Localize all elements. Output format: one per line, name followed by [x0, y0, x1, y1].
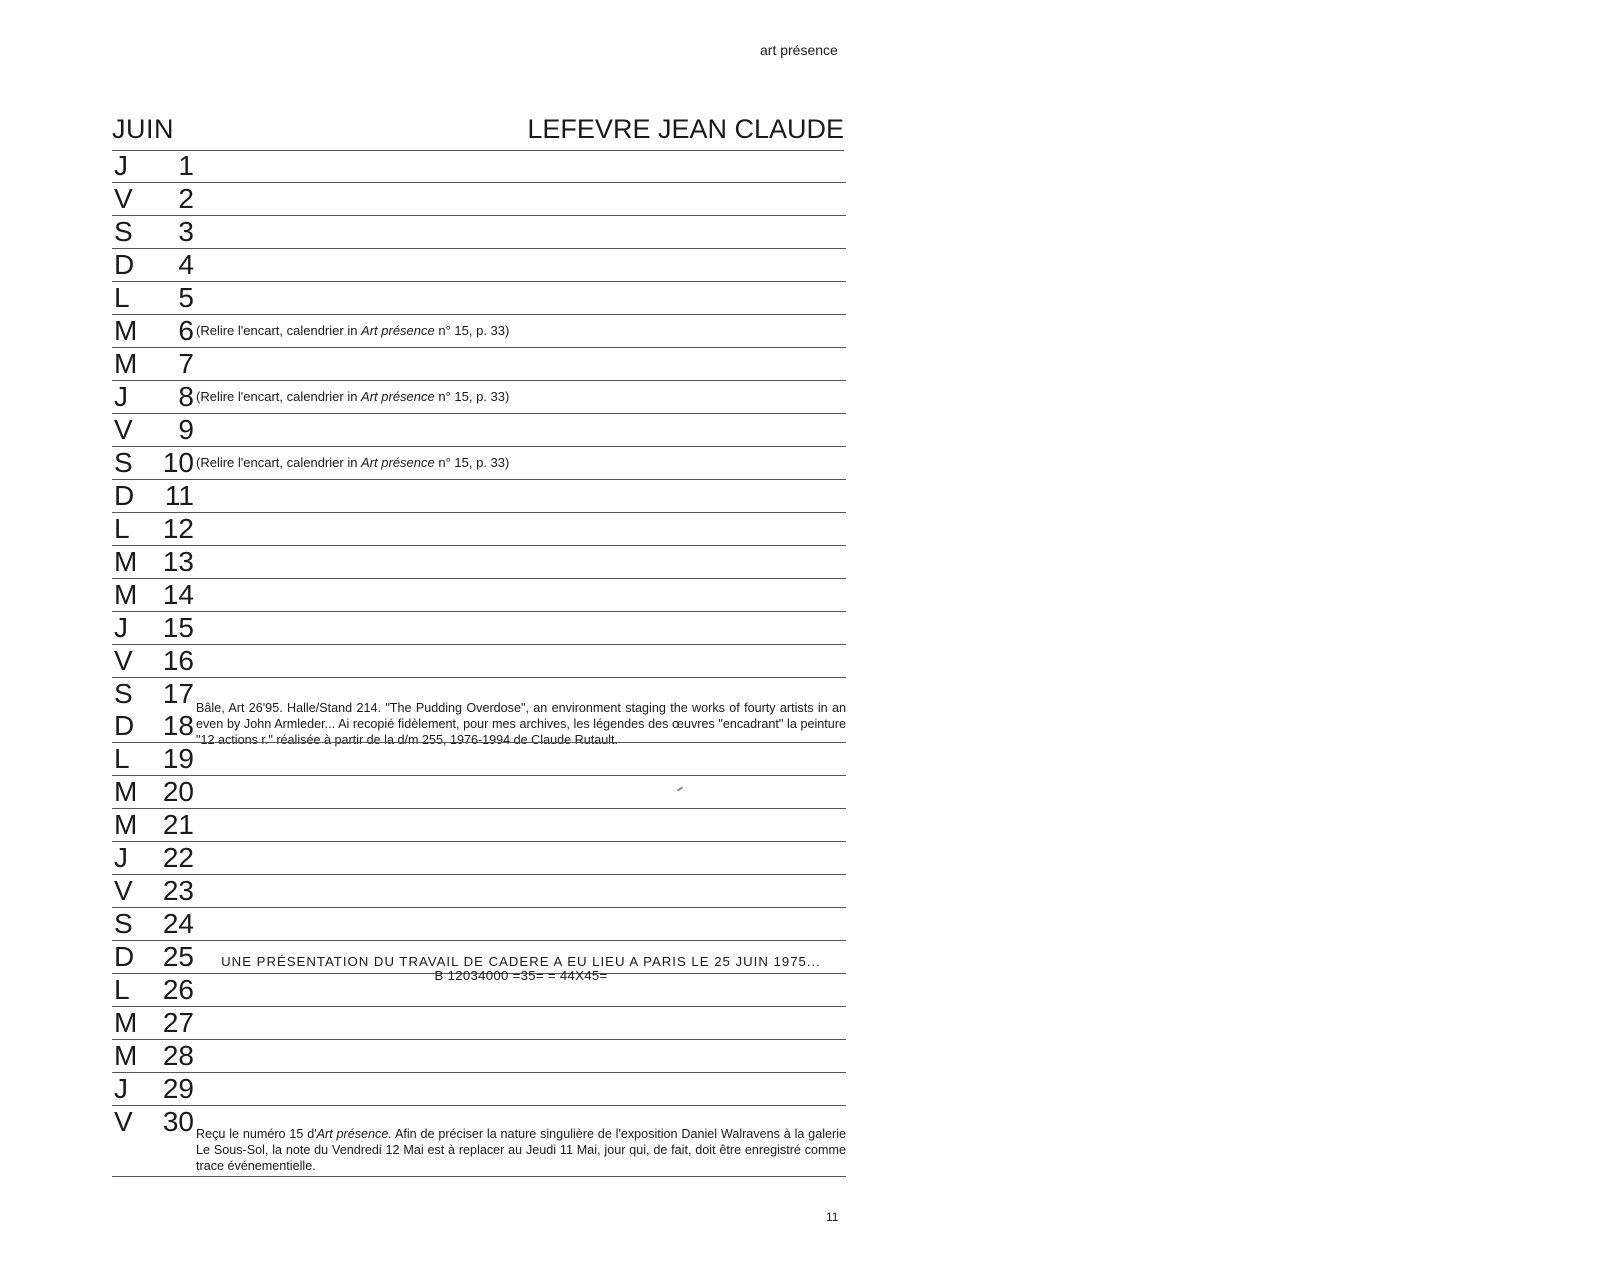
received-note [196, 1126, 846, 1174]
day-letter: V [114, 1106, 133, 1137]
day-number: 19 [162, 743, 194, 774]
day-row-30 [112, 1106, 846, 1177]
day-row-11 [112, 480, 846, 513]
day-number: 5 [178, 282, 194, 313]
day-letter: S [114, 447, 133, 478]
day-number: 3 [178, 216, 194, 247]
day-number: 15 [162, 612, 194, 643]
day-row-21 [112, 809, 846, 842]
day-letter: M [114, 546, 138, 577]
day-row-14 [112, 579, 846, 612]
day-number: 6 [178, 315, 194, 346]
day-row-25 [112, 941, 846, 983]
day-number: 7 [178, 348, 194, 379]
note-text: n° 15, p. 33) [434, 455, 510, 470]
note-italic: Art présence [361, 389, 435, 404]
day-row-6 [112, 315, 846, 348]
day-letter: S [114, 216, 133, 247]
day-letter: J [114, 612, 128, 643]
day-letter: V [114, 183, 133, 214]
day-letter: L [114, 974, 130, 1005]
day-number: 13 [162, 546, 194, 577]
artist-name: LEFEVRE JEAN CLAUDE [527, 114, 844, 144]
received-text: Afin de préciser la nature singulière de l'exposition Daniel Walravens à la galerie Le Sous-Sol, la note du Vendredi 12 Mai est à replacer au Jeudi 11 Mai, jour qui, de fait, doit être enregistré comme trace événementielle. [196, 1127, 846, 1173]
day-letter: J [114, 150, 128, 181]
day-letter: D [114, 710, 135, 741]
note-text: n° 15, p. 33) [434, 389, 510, 404]
day-number: 1 [178, 150, 194, 181]
day-number: 22 [162, 842, 194, 873]
month-title: JUIN [112, 114, 174, 144]
day-number: 9 [178, 414, 194, 445]
day-letter: L [114, 513, 130, 544]
day-row-19 [112, 743, 846, 776]
day-letter: S [114, 678, 133, 709]
day-letter: M [114, 809, 138, 840]
day-letter: L [114, 743, 130, 774]
day-number: 4 [178, 249, 194, 280]
page-number: 11 [826, 1210, 839, 1224]
day-number: 10 [162, 447, 194, 478]
day-letter: M [114, 315, 138, 346]
day-number: 8 [178, 381, 194, 412]
day-letter: D [114, 941, 135, 972]
day-row-2 [112, 183, 846, 216]
day-number: 16 [162, 645, 194, 676]
day-note [196, 315, 509, 347]
day-letter: M [114, 776, 138, 807]
day-number: 23 [162, 875, 194, 906]
day-letter: L [114, 282, 130, 313]
day-row-13 [112, 546, 846, 579]
day-row-18 [112, 710, 846, 743]
note-text: (Relire l'encart, calendrier in [196, 389, 362, 404]
day-letter: M [114, 348, 138, 379]
day-number: 12 [162, 513, 194, 544]
calendar [112, 150, 846, 1177]
note-italic: Art présence [361, 455, 435, 470]
day-letter: V [114, 875, 133, 906]
day-row-3 [112, 216, 846, 249]
cadere-line-2: B 12034000 =35= = 44X45= [434, 968, 608, 983]
day-number: 14 [162, 579, 194, 610]
day-row-24 [112, 908, 846, 941]
received-text: Reçu le numéro 15 d' [196, 1127, 317, 1141]
note-text: n° 15, p. 33) [434, 323, 510, 338]
day-number: 2 [178, 183, 194, 214]
day-row-15 [112, 612, 846, 645]
day-number: 25 [162, 941, 194, 972]
day-letter: M [114, 1007, 138, 1038]
basel-note: Bâle, Art 26'95. Halle/Stand 214. "The Pudding Overdose", an environment staging the works of fourty artists in an even by John Armleder... Ai recopié fidèlement, pour mes archives, les légendes des œuvres "encadrant" la peinture "12 actions r." réalisée à partir de la d/m 255, 1976-1994 de Claude Rutault. [196, 701, 846, 747]
day-number: 29 [162, 1073, 194, 1104]
day-note [196, 447, 509, 479]
magazine-name: art présence [760, 42, 838, 58]
day-letter: M [114, 1040, 138, 1071]
day-row-4 [112, 249, 846, 282]
day-row-28 [112, 1040, 846, 1073]
day-row-1 [112, 150, 846, 183]
day-row-16 [112, 645, 846, 678]
day-letter: J [114, 381, 128, 412]
day-row-10 [112, 447, 846, 480]
day-number: 28 [162, 1040, 194, 1071]
day-row-9 [112, 414, 846, 447]
day-number: 17 [162, 678, 194, 709]
day-letter: D [114, 480, 135, 511]
day-note [196, 381, 509, 413]
day-letter: J [114, 1073, 128, 1104]
day-row-7 [112, 348, 846, 381]
day-row-5 [112, 282, 846, 315]
day-number: 21 [162, 809, 194, 840]
day-number: 11 [164, 480, 194, 511]
day-row-27 [112, 1007, 846, 1040]
day-letter: D [114, 249, 135, 280]
day-row-12 [112, 513, 846, 546]
note-text: (Relire l'encart, calendrier in [196, 455, 362, 470]
day-row-26 [112, 974, 846, 1007]
day-letter: V [114, 645, 133, 676]
day-letter: M [114, 579, 138, 610]
day-row-8 [112, 381, 846, 414]
cadere-line-1: UNE PRÉSENTATION DU TRAVAIL DE CADERE A EU LIEU A PARIS LE 25 JUIN 1975... [221, 954, 821, 969]
day-row-22 [112, 842, 846, 875]
note-text: (Relire l'encart, calendrier in [196, 323, 362, 338]
received-italic: Art présence. [316, 1127, 392, 1141]
day-number: 20 [162, 776, 194, 807]
day-letter: V [114, 414, 133, 445]
day-row-20 [112, 776, 846, 809]
day-letter: S [114, 908, 133, 939]
day-number: 18 [162, 710, 194, 741]
day-number: 30 [162, 1106, 194, 1137]
day-row-23 [112, 875, 846, 908]
day-letter: J [114, 842, 128, 873]
day-number: 24 [162, 908, 194, 939]
day-number: 27 [162, 1007, 194, 1038]
note-italic: Art présence [361, 323, 435, 338]
day-number: 26 [162, 974, 194, 1005]
day-row-29 [112, 1073, 846, 1106]
